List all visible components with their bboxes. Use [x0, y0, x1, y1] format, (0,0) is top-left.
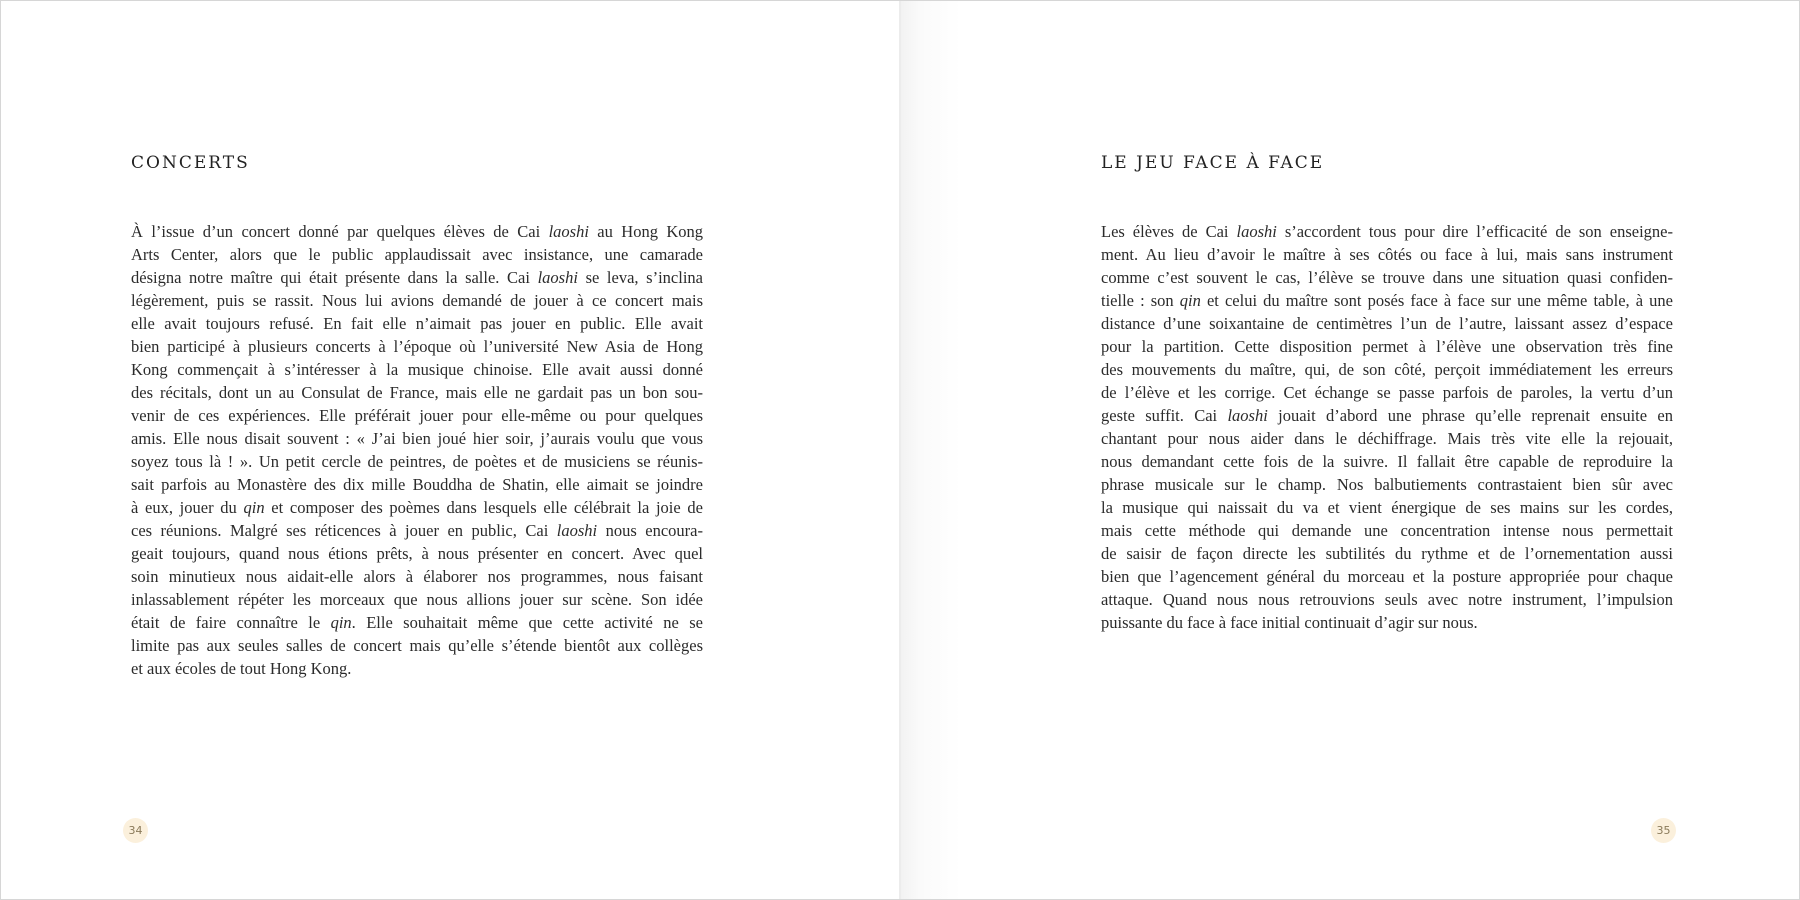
right-page	[901, 1, 1799, 899]
text-line: distance d’une soixantaine de centimètres l’un de l’autre, laissant assez d’espace	[1101, 314, 1673, 333]
left-page-body	[131, 220, 703, 680]
text-line: pour la partition. Cette disposition permet à l’élève une observation très fine	[1101, 337, 1673, 356]
page-number-badge: 34	[123, 818, 148, 843]
text-line: ment. Au lieu d’avoir le maître à ses côtés ou face à lui, mais sans instrument	[1101, 245, 1673, 264]
text-line: soyez tous là ! ». Un petit cercle de peintres, de poètes et de musiciens se réunis-	[131, 452, 703, 471]
text-line: limite pas aux seules salles de concert mais qu’elle s’étende bientôt aux collèges	[131, 636, 703, 655]
text-line: inlassablement répéter les morceaux que nous allions jouer sur scène. Son idée	[131, 590, 703, 609]
text-line: chantant pour nous aider dans le déchiffrage. Mais très vite elle la rejouait,	[1101, 429, 1673, 448]
text-line: bien participé à plusieurs concerts à l’époque où l’université New Asia de Hong	[131, 337, 703, 356]
text-line: des récitals, dont un au Consulat de France, mais elle ne gardait pas un bon sou-	[131, 383, 703, 402]
left-page	[1, 1, 901, 899]
text-line: de l’élève et les corrige. Cet échange se passe parfois de paroles, la vertu d’un	[1101, 383, 1673, 402]
text-line: geait toujours, quand nous étions prêts, à nous présenter en concert. Avec quel	[131, 544, 703, 563]
text-line: sait parfois au Monastère des dix mille Bouddha de Shatin, elle aimait se joindre	[131, 475, 703, 494]
text-line: phrase musicale sur le champ. Nos balbutiements contrastaient bien sûr avec	[1101, 475, 1673, 494]
right-page-body	[1101, 220, 1673, 634]
left-page-heading: CONCERTS	[131, 153, 250, 173]
text-line: venir de ces expériences. Elle préférait jouer pour elle-même ou pour quelques	[131, 406, 703, 425]
text-line: amis. Elle nous disait souvent : « J’ai bien joué hier soir, j’aurais voulu que vous	[131, 429, 703, 448]
text-line: tielle : son qin et celui du maître sont posés face à face sur une même table, à une	[1101, 291, 1673, 310]
text-line: Kong commençait à s’intéresser à la musique chinoise. Elle avait aussi donné	[131, 360, 703, 379]
page-number-badge: 35	[1651, 818, 1676, 843]
text-line: soin minutieux nous aidait-elle alors à élaborer nos programmes, nous faisant	[131, 567, 703, 586]
text-line: puissante du face à face initial continuait d’agir sur nous.	[1101, 613, 1478, 632]
text-line: ces réunions. Malgré ses réticences à jouer en public, Cai laoshi nous encoura-	[131, 521, 703, 540]
text-line: Les élèves de Cai laoshi s’accordent tous pour dire l’efficacité de son enseigne-	[1101, 222, 1673, 241]
text-line: comme c’est souvent le cas, l’élève se trouve dans une situation quasi confiden-	[1101, 268, 1673, 287]
text-line: et aux écoles de tout Hong Kong.	[131, 659, 352, 678]
right-page-heading: LE JEU FACE À FACE	[1101, 153, 1325, 173]
text-line: nous demandant cette fois de la suivre. Il fallait être capable de reproduire la	[1101, 452, 1673, 471]
text-line: attaque. Quand nous nous retrouvions seuls avec notre instrument, l’impulsion	[1101, 590, 1673, 609]
text-line: elle avait toujours refusé. En fait elle n’aimait pas jouer en public. Elle avait	[131, 314, 703, 333]
text-line: la musique qui naissait du va et vient énergique de ses mains sur les cordes,	[1101, 498, 1673, 517]
text-line: légèrement, puis se rassit. Nous lui avions demandé de jouer à ce concert mais	[131, 291, 703, 310]
text-line: désigna notre maître qui était présente dans la salle. Cai laoshi se leva, s’inclina	[131, 268, 703, 287]
text-line: des mouvements du maître, qui, de son côté, perçoit immédiatement les erreurs	[1101, 360, 1673, 379]
text-line: Arts Center, alors que le public applaudissait avec insistance, une camarade	[131, 245, 703, 264]
text-line: À l’issue d’un concert donné par quelques élèves de Cai laoshi au Hong Kong	[131, 222, 704, 241]
text-line: bien que l’agencement général du morceau et la posture appropriée pour chaque	[1101, 567, 1673, 586]
text-line: était de faire connaître le qin. Elle souhaitait même que cette activité ne se	[131, 613, 703, 632]
text-line: de saisir de façon directe les subtilités du rythme et de l’ornementation aussi	[1101, 544, 1673, 563]
text-line: mais cette méthode qui demande une concentration intense nous permettait	[1101, 521, 1673, 540]
text-line: geste suffit. Cai laoshi jouait d’abord une phrase qu’elle reprenait ensuite en	[1101, 406, 1673, 425]
text-line: à eux, jouer du qin et composer des poèmes dans lesquels elle célébrait la joie de	[131, 498, 703, 517]
